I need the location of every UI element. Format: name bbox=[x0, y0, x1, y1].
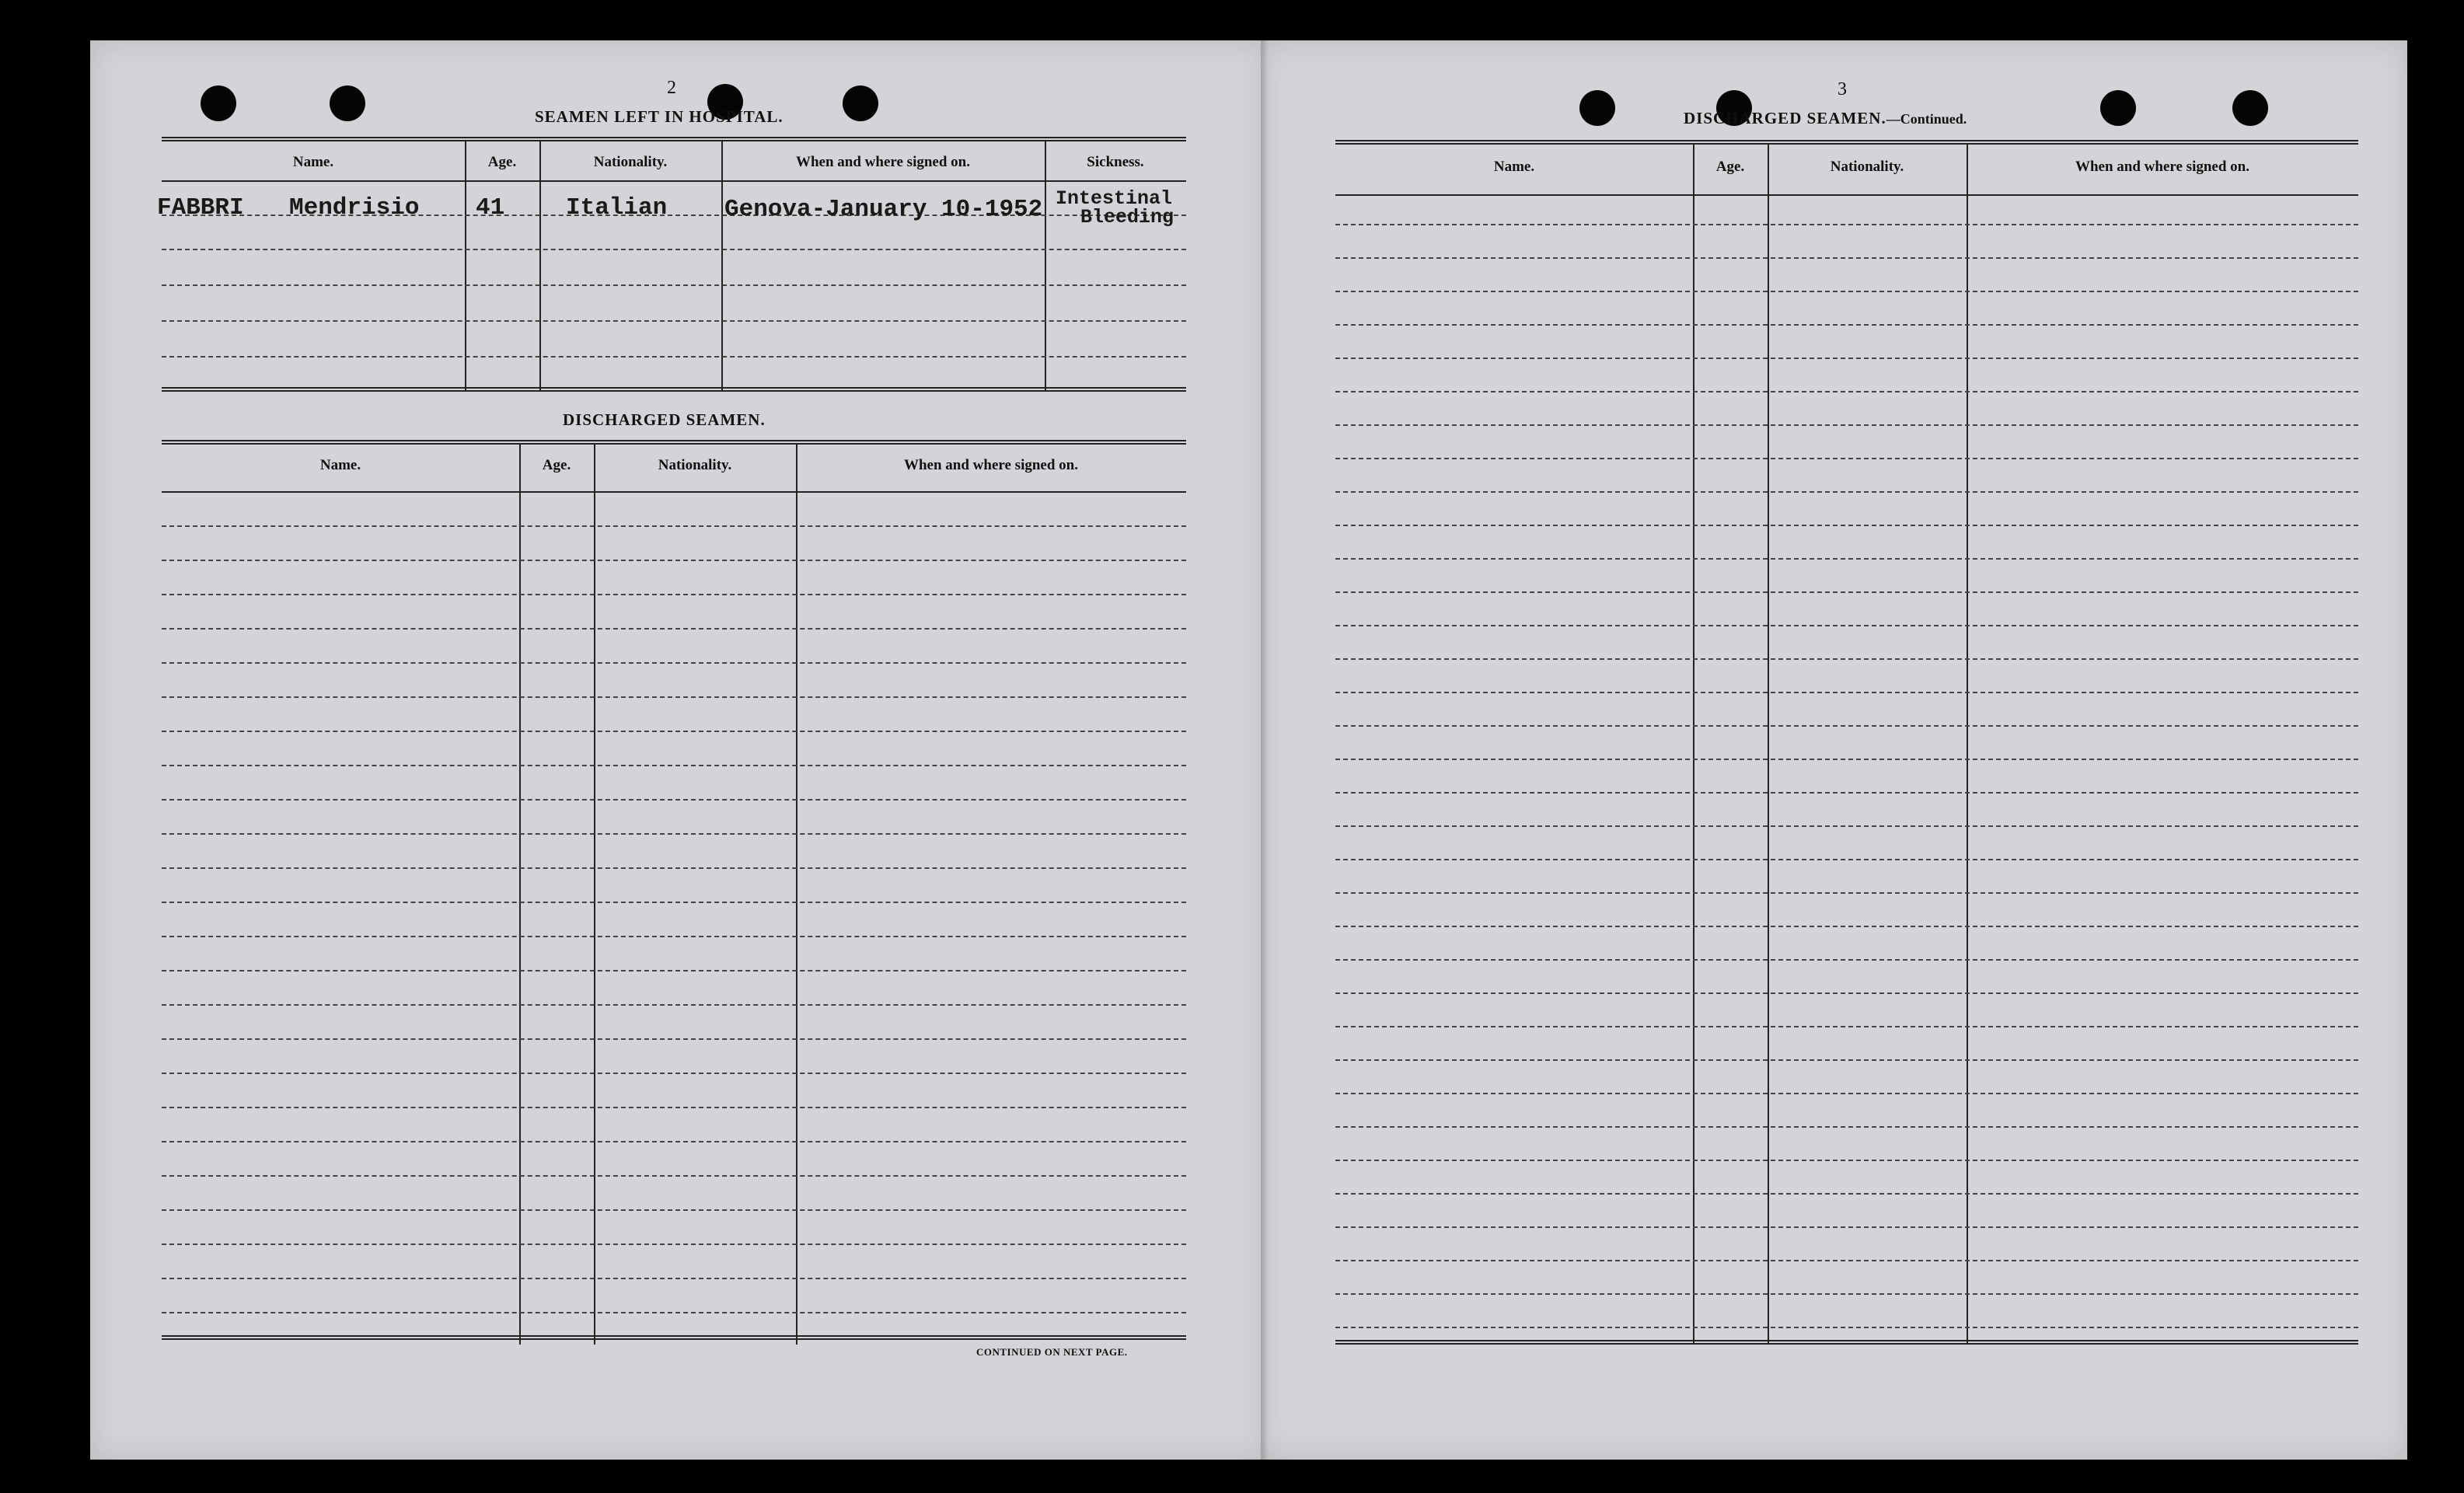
column-header-sickness: Sickness. bbox=[1087, 154, 1144, 170]
column-header-name: Name. bbox=[1493, 159, 1535, 175]
ruling-line bbox=[1335, 992, 2358, 994]
ruling-line bbox=[1335, 558, 2358, 560]
ruling-line bbox=[162, 1038, 1186, 1040]
punch-hole bbox=[330, 85, 365, 121]
ruling-line bbox=[1335, 525, 2358, 526]
ruling-line bbox=[1335, 959, 2358, 961]
page-number-right: 3 bbox=[1838, 79, 1847, 99]
ruling-line bbox=[1335, 291, 2358, 292]
ruling-line bbox=[1335, 1126, 2358, 1128]
ruling-line bbox=[162, 1209, 1186, 1211]
ruling-line bbox=[162, 662, 1186, 664]
ruling-line bbox=[1335, 458, 2358, 459]
ruling-line bbox=[1335, 324, 2358, 326]
ruling-line bbox=[1335, 1026, 2358, 1027]
discharged-section-title: DISCHARGED SEAMEN. bbox=[563, 410, 766, 429]
ruling-line bbox=[1335, 591, 2358, 593]
page-number-left: 2 bbox=[667, 78, 676, 98]
seaman-surname: FABBRI bbox=[157, 194, 244, 222]
ruling-line bbox=[1335, 926, 2358, 927]
punch-hole bbox=[2232, 90, 2268, 126]
discharged-continued-main: DISCHARGED SEAMEN. bbox=[1684, 109, 1886, 127]
punch-hole bbox=[1579, 90, 1615, 126]
ruling-line bbox=[1335, 1293, 2358, 1295]
page-fold bbox=[1261, 40, 1269, 1460]
ruling-line bbox=[1335, 892, 2358, 894]
column-header-name: Name. bbox=[319, 457, 361, 473]
seaman-nationality: Italian bbox=[566, 194, 668, 222]
ruling-line bbox=[1335, 625, 2358, 626]
ruling-line bbox=[162, 1004, 1186, 1006]
column-header-nationality: Nationality. bbox=[1830, 159, 1904, 175]
seaman-age: 41 bbox=[476, 194, 505, 222]
ruling-line bbox=[162, 867, 1186, 869]
continued-footer: CONTINUED ON NEXT PAGE. bbox=[976, 1346, 1128, 1358]
ruling-line bbox=[162, 765, 1186, 766]
column-header-age: Age. bbox=[542, 457, 571, 473]
discharged-continued-sub: —Continued. bbox=[1886, 111, 1967, 127]
ruling-line bbox=[1335, 692, 2358, 693]
ruling-line bbox=[1335, 491, 2358, 493]
ruling-line bbox=[162, 1244, 1186, 1245]
ruling-line bbox=[162, 1312, 1186, 1313]
discharged-continued-title bbox=[1684, 109, 1967, 128]
ruling-line bbox=[1335, 391, 2358, 392]
ruling-line bbox=[1335, 825, 2358, 827]
ruling-line bbox=[162, 970, 1186, 971]
ruling-line bbox=[162, 799, 1186, 801]
ruling-line bbox=[162, 1175, 1186, 1177]
ruling-line bbox=[162, 936, 1186, 937]
ruling-line bbox=[162, 525, 1186, 527]
punch-hole bbox=[843, 85, 878, 121]
ruling-line bbox=[162, 731, 1186, 732]
ruling-line bbox=[1335, 658, 2358, 660]
column-header-name: Name. bbox=[292, 154, 334, 170]
ruling-line bbox=[1335, 1226, 2358, 1228]
column-header-signed-on: When and where signed on. bbox=[2075, 159, 2249, 175]
ruling-line bbox=[162, 1107, 1186, 1108]
ruling-line bbox=[1335, 725, 2358, 727]
ruling-line bbox=[162, 1073, 1186, 1074]
ruling-line bbox=[1335, 1193, 2358, 1195]
hospital-table bbox=[162, 137, 1186, 396]
ruling-line bbox=[162, 560, 1186, 561]
ruling-line bbox=[1335, 257, 2358, 259]
hospital-section-title: SEAMEN LEFT IN HOSPITAL. bbox=[535, 107, 784, 126]
column-header-nationality: Nationality. bbox=[593, 154, 668, 170]
seaman-given-name: Mendrisio bbox=[289, 194, 420, 222]
punch-hole bbox=[2100, 90, 2136, 126]
ruling-line bbox=[1335, 1093, 2358, 1094]
seaman-signed-on: Genova-January 10-1952 bbox=[724, 196, 1043, 223]
seaman-sickness-line1: Intestinal bbox=[1056, 187, 1173, 210]
punch-hole bbox=[201, 85, 236, 121]
seaman-sickness-line2: Bleeding bbox=[1080, 206, 1174, 228]
ruling-line bbox=[1335, 792, 2358, 794]
ruling-line bbox=[1335, 1059, 2358, 1061]
ruling-line bbox=[162, 1141, 1186, 1142]
ruling-line bbox=[162, 833, 1186, 835]
column-header-signed-on: When and where signed on. bbox=[795, 154, 970, 170]
ruling-line bbox=[162, 902, 1186, 903]
ruling-line bbox=[1335, 1327, 2358, 1328]
ruling-line bbox=[162, 696, 1186, 698]
ruling-line bbox=[1335, 358, 2358, 359]
discharged-table-left bbox=[162, 440, 1186, 1345]
discharged-table-right bbox=[1335, 140, 2358, 1346]
ruling-line bbox=[162, 1278, 1186, 1279]
column-header-age: Age. bbox=[487, 154, 517, 170]
column-header-nationality: Nationality. bbox=[658, 457, 732, 473]
column-header-signed-on: When and where signed on. bbox=[903, 457, 1078, 473]
ruling-line bbox=[1335, 224, 2358, 225]
ruling-line bbox=[1335, 424, 2358, 426]
ruling-line bbox=[1335, 1260, 2358, 1261]
ruling-line bbox=[1335, 859, 2358, 860]
column-header-age: Age. bbox=[1715, 159, 1745, 175]
ruling-line bbox=[1335, 759, 2358, 760]
ruling-line bbox=[1335, 1160, 2358, 1161]
ruling-line bbox=[162, 628, 1186, 630]
ruling-line bbox=[162, 594, 1186, 595]
